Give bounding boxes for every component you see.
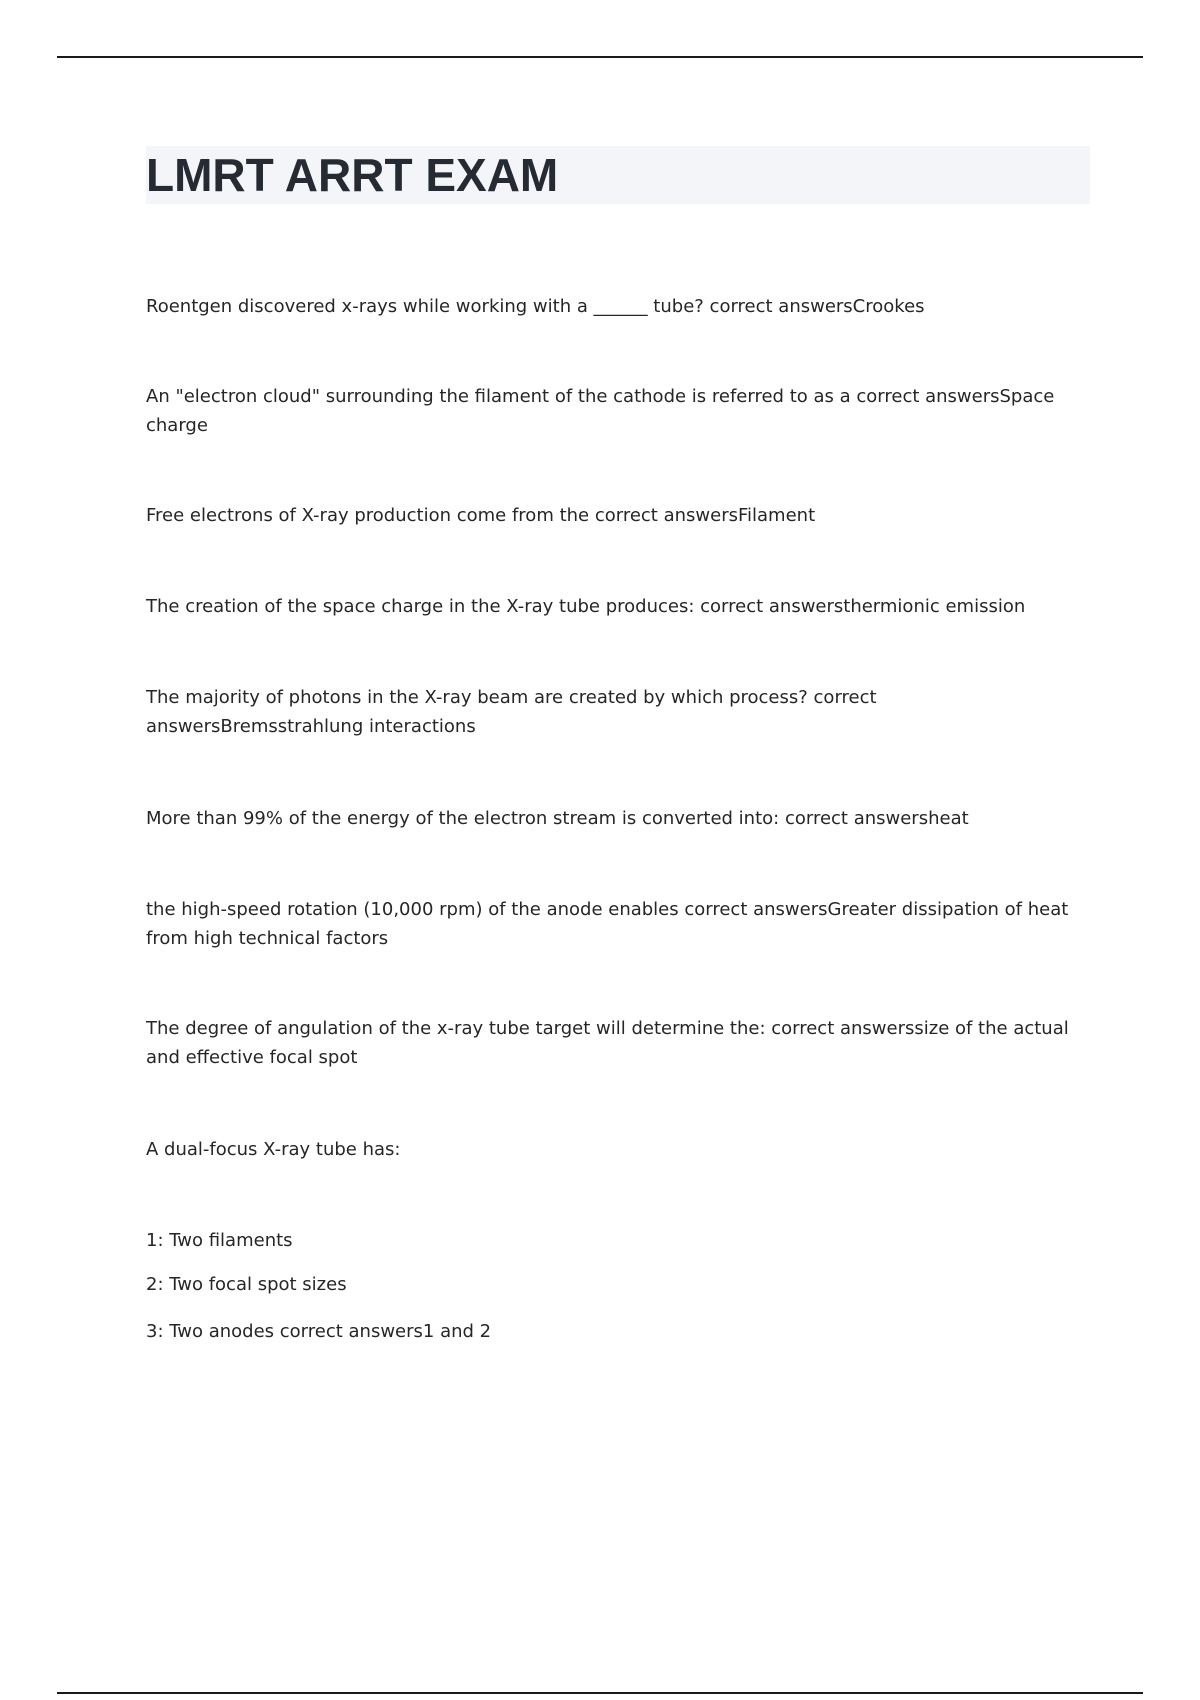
question-3: Free electrons of X-ray production come from the correct answersFilament bbox=[146, 505, 816, 526]
question-2: An "electron cloud" surrounding the filament of the cathode is referred to as a correct answersSpace charge bbox=[146, 386, 1055, 436]
question-4: The creation of the space charge in the X-ray tube produces: correct answersthermionic emission bbox=[146, 596, 1026, 617]
header-rule bbox=[57, 56, 1143, 58]
footer-rule bbox=[57, 1692, 1143, 1694]
question-9: A dual-focus X-ray tube has: bbox=[146, 1139, 401, 1160]
document-title: LMRT ARRT EXAM bbox=[146, 149, 559, 201]
question-6: More than 99% of the energy of the electron stream is converted into: correct answersheat bbox=[146, 808, 969, 829]
dual-focus-option-3: 3: Two anodes correct answers1 and 2 bbox=[146, 1321, 492, 1342]
question-5: The majority of photons in the X-ray beam are created by which process? correct answersBremsstrahlung interactions bbox=[146, 687, 877, 737]
dual-focus-option-1: 1: Two filaments bbox=[146, 1230, 293, 1251]
dual-focus-option-2: 2: Two focal spot sizes bbox=[146, 1274, 347, 1295]
question-7: the high-speed rotation (10,000 rpm) of the anode enables correct answersGreater dissipation of heat from high technical factors bbox=[146, 899, 1069, 949]
question-1: Roentgen discovered x-rays while working with a ______ tube? correct answersCrookes bbox=[146, 296, 925, 317]
question-8: The degree of angulation of the x-ray tube target will determine the: correct answerssize of the actual and effective focal spot bbox=[146, 1018, 1069, 1068]
